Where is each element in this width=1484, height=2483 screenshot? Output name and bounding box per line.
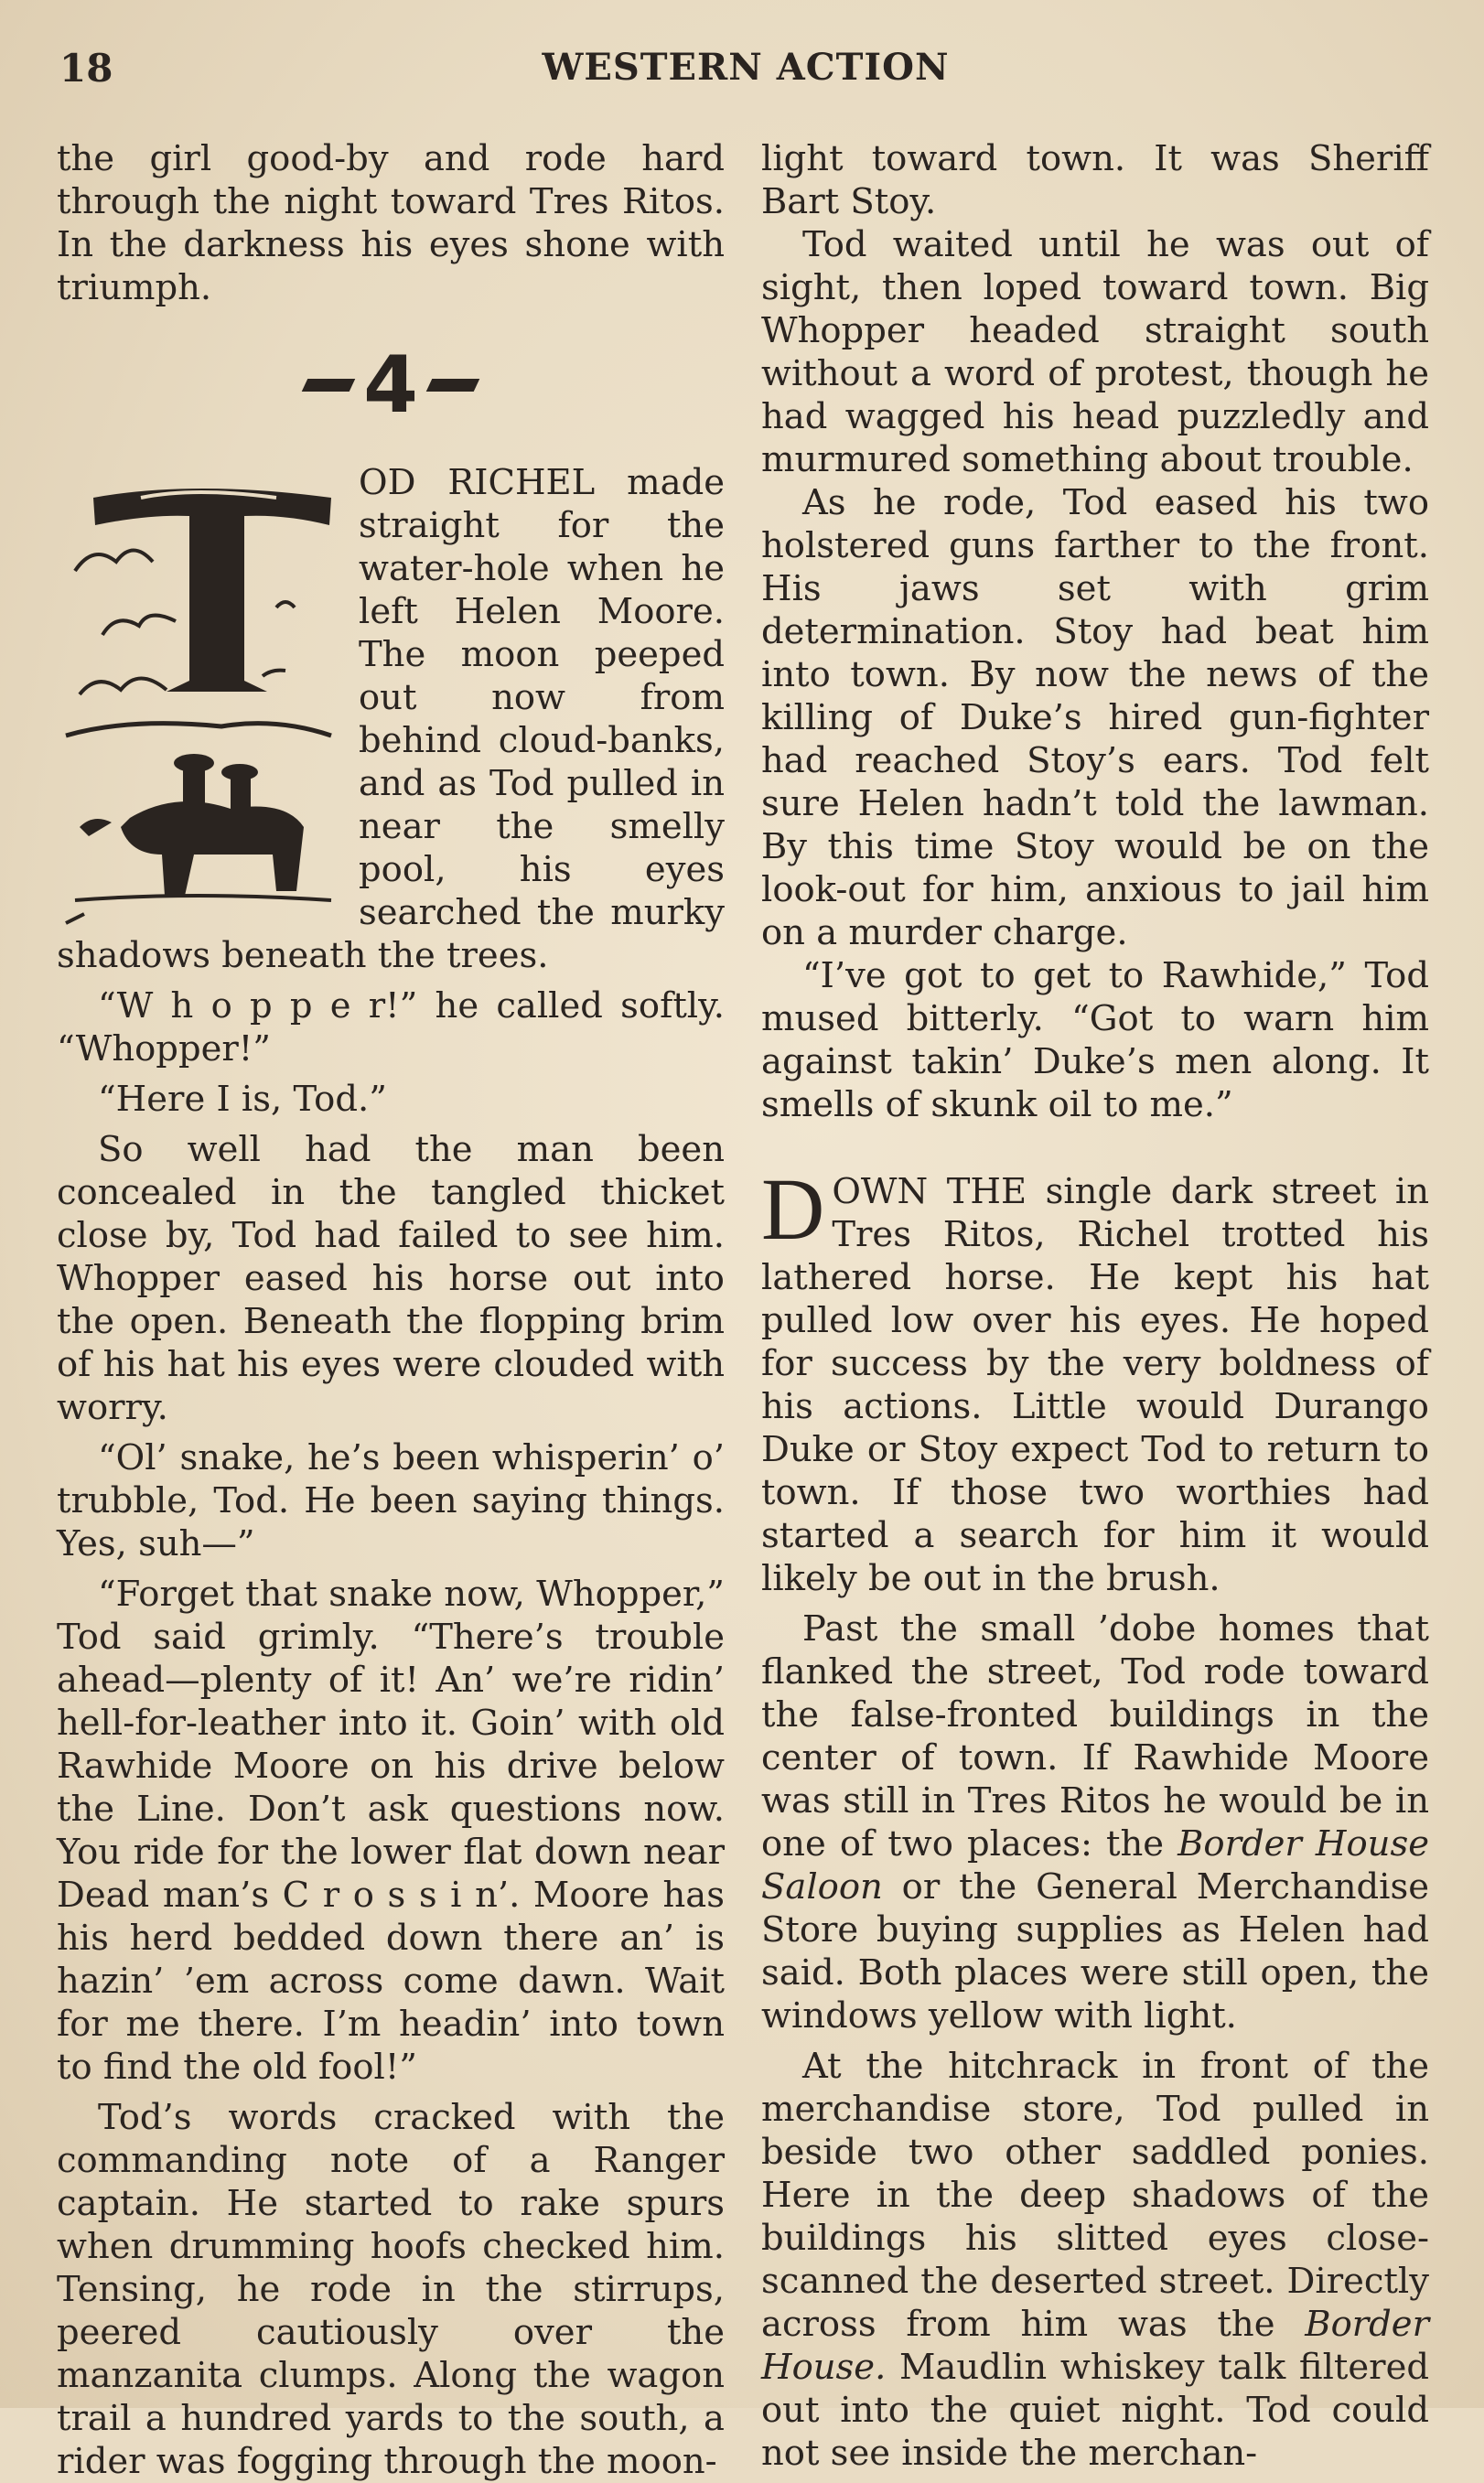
- cowboys-on-horseback-icon: [57, 461, 348, 926]
- paragraph: [761, 1607, 1429, 2037]
- paragraph: Tod waited until he was out of sight, then loped toward town. Big Whopper headed straight south without a word of protest, though he had wagged his head puzzledly and murmured something about trouble.: [761, 224, 1429, 480]
- chapter-number: 4: [363, 339, 418, 431]
- paragraph: OWN THE single dark street in Tres Ritos, Richel trotted his lathered horse. He kept his hat pulled low over his eyes. He hoped for success by the very boldness of his actions. Little would Durango Duke or Stoy expect Tod to return to town. If those two worthies had started a search for him it would likely be out in the brush.: [761, 1171, 1429, 1599]
- paragraph: light toward town. It was Sheriff Bart Stoy.: [761, 138, 1429, 222]
- paragraph: “I’ve got to get to Rawhide,” Tod mused bitterly. “Got to warn him against takin’ Duke’s men along. It smells of skunk oil to me.”: [761, 955, 1429, 1125]
- text-run: At the hitchrack in front of the merchandise store, Tod pulled in beside two other saddled ponies. Here in the deep shadows of the buildings his slitted eyes close-scanned the deserted street. Directly across from him was the: [761, 2046, 1429, 2345]
- ornament-bar: [426, 379, 480, 392]
- paragraph: As he rode, Tod eased his two holstered guns farther to the front. His jaws set with grim determination. Stoy had beat him into town. By now the news of the killing of Duke’s hired gun-fighter had reached Stoy’s ears. Tod felt sure Helen hadn’t told the lawman. By this time Stoy would be on the look-out for him, anxious to jail him on a murder charge.: [761, 482, 1429, 953]
- ornament-bar: [302, 379, 356, 392]
- dropcap-letter: D: [761, 1160, 825, 1258]
- chapter-heading: [57, 317, 725, 454]
- paragraph: the girl good-by and rode hard through the night toward Tres Ritos. In the darkness his eyes shone with triumph.: [57, 138, 725, 308]
- paragraph: OD RICHEL made straight for the water-hole when he left Helen Moore. The moon peeped out now from behind cloud-banks, and as Tod pulled in near the smelly pool, his eyes searched the murky shadows beneath the trees.: [57, 462, 725, 976]
- running-head: WESTERN ACTION: [542, 46, 950, 89]
- page-header: [59, 46, 1432, 101]
- dropcap-section: [57, 461, 725, 977]
- text-run: or the General Merchandise Store buying supplies as Helen had said. Both places were still open, the windows yellow with light.: [761, 1866, 1429, 2037]
- paragraph: “W h o p p e r!” he called softly. “Whopper!”: [57, 985, 725, 1070]
- left-column: [57, 137, 725, 2483]
- paragraph: [761, 2045, 1429, 2475]
- italic-text: Border House Saloon: [761, 1823, 1429, 1908]
- paragraph: “Here I is, Tod.”: [98, 1079, 387, 1120]
- paragraph: “Forget that snake now, Whopper,” Tod said grimly. “There’s trouble ahead—plenty of it! An’ we’re ridin’ hell-for-leather into it. Goin’ with old Rawhide Moore on his drive below the Line. Don’t ask questions now. You ride for the lower flat down near Dead man’s C r o s s i n’. Moore has his herd bedded down there an’ is hazin’ ’em across come dawn. Wait for me there. I’m headin’ into town to find the old fool!”: [57, 1574, 725, 2088]
- paragraph: “Ol’ snake, he’s been whisperin’ o’ trubble, Tod. He been saying things. Yes, suh—”: [57, 1437, 725, 1564]
- text-run: Maudlin whiskey talk filtered out into the quiet night. Tod could not see inside the merchan-: [761, 2347, 1429, 2474]
- section-break: [761, 1160, 1429, 1600]
- right-column: [761, 137, 1429, 2475]
- page-number: 18: [59, 46, 113, 91]
- paragraph: So well had the man been concealed in the tangled thicket close by, Tod had failed to see him. Whopper eased his horse out into the open. Beneath the flopping brim of his hat his eyes were clouded with worry.: [57, 1129, 725, 1428]
- text-run: Past the small ’dobe homes that flanked the street, Tod rode toward the false-fronted buildings in the center of town. If Rawhide Moore was still in Tres Ritos he would be in one of two places: the: [761, 1608, 1429, 1865]
- paragraph: Tod’s words cracked with the commanding note of a Ranger captain. He started to rake spurs when drumming hoofs checked him. Tensing, he rode in the stirrups, peered cautiously over the manzanita clumps. Along the wagon trail a hundred yards to the south, a rider was fogging through the moon-: [57, 2097, 725, 2482]
- italic-text: Border House.: [761, 2304, 1429, 2388]
